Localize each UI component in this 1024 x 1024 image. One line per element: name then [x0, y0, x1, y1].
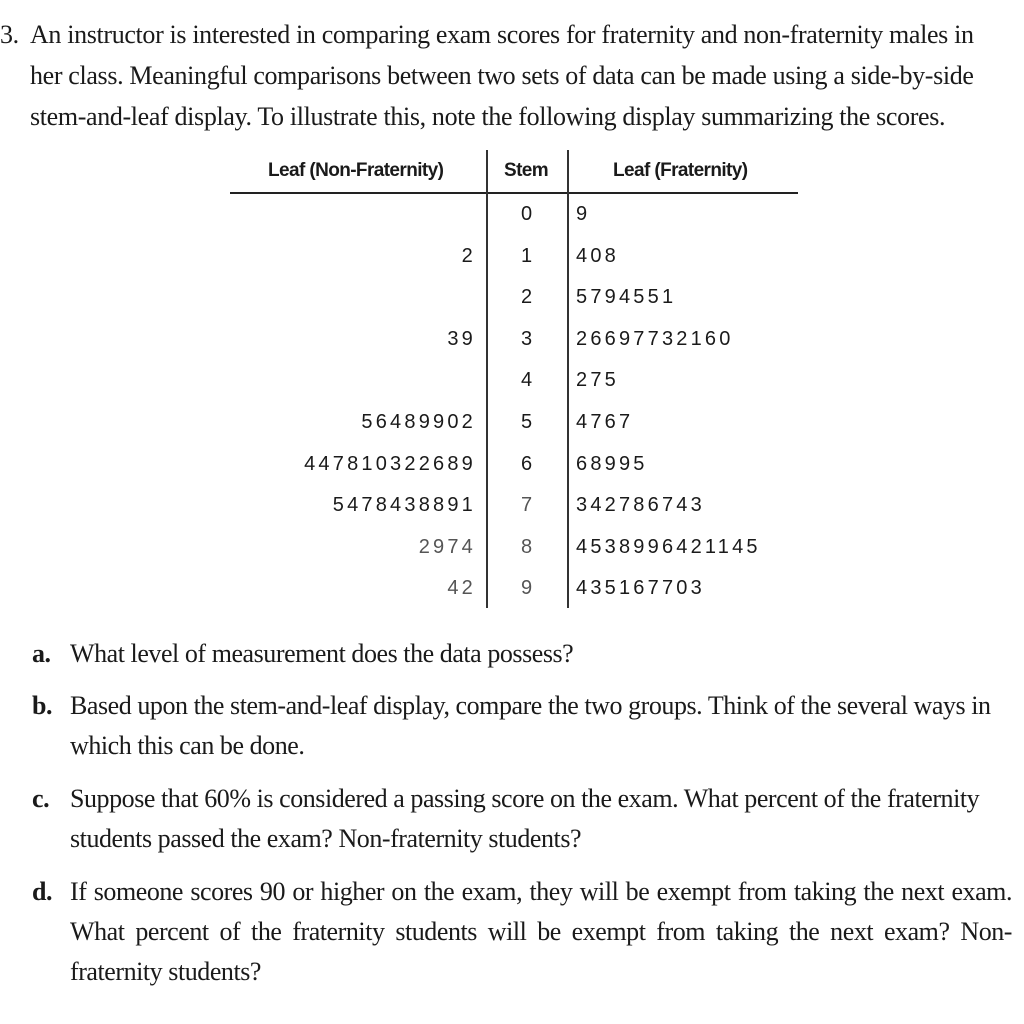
question-text: Suppose that 60% is considered a passing score on the exam. What percent of the fraternity students passed the exam? Non-fraternity students? — [70, 784, 980, 853]
question-list — [32, 634, 1012, 992]
table-row — [230, 527, 798, 569]
table-row — [230, 444, 798, 486]
question-text: If someone scores 90 or higher on the exam, they will be exempt from taking the next exam. What percent of the fraternity students will be exempt from taking the next exam? Non-fraternity students? — [70, 877, 1012, 986]
question-text: What level of measurement does the data possess? — [70, 639, 574, 668]
stem-value: 7 — [520, 494, 533, 517]
stem-value: 1 — [520, 244, 533, 267]
leaf-non-fraternity: 39 — [447, 327, 476, 350]
question-text: Based upon the stem-and-leaf display, compare the two groups. Think of the several ways in which this can be done. — [70, 691, 991, 760]
question-label: d. — [32, 877, 53, 906]
stem-and-leaf-table — [230, 150, 798, 608]
table-body — [230, 194, 798, 610]
question-a — [32, 634, 1012, 686]
leaf-non-fraternity: 447810322689 — [304, 452, 476, 475]
leaf-fraternity: 4767 — [576, 410, 634, 433]
intro-line-1-text: An instructor is interested in comparing exam scores for fraternity and non-fraternity males in — [30, 20, 974, 49]
leaf-non-fraternity: 42 — [447, 577, 476, 600]
header-leaf-fraternity: Leaf (Fraternity) — [613, 160, 748, 181]
stem-value: 6 — [520, 452, 533, 475]
leaf-fraternity: 9 — [576, 203, 591, 225]
stem-value: 8 — [520, 535, 533, 558]
stem-value: 0 — [520, 203, 533, 225]
table-row — [230, 277, 798, 319]
table-row — [230, 236, 798, 278]
leaf-fraternity: 4538996421145 — [576, 535, 761, 558]
leaf-fraternity: 5794551 — [576, 286, 677, 309]
intro-line-1 — [0, 14, 1024, 55]
intro-line-3: stem-and-leaf display. To illustrate this, note the following display summarizing the scores. — [30, 102, 946, 131]
table-row — [230, 402, 798, 444]
intro-line-2: her class. Meaningful comparisons between two sets of data can be made using a side-by-side — [30, 61, 974, 90]
table-row — [230, 360, 798, 402]
table-header — [230, 150, 798, 194]
table-row — [230, 319, 798, 361]
question-label: c. — [32, 784, 50, 813]
leaf-fraternity: 435167703 — [576, 577, 705, 600]
leaf-fraternity: 68995 — [576, 452, 648, 475]
stem-value: 4 — [520, 369, 533, 392]
header-stem: Stem — [504, 160, 549, 181]
question-label: b. — [32, 691, 53, 720]
leaf-non-fraternity: 2 — [461, 244, 476, 267]
question-label: a. — [32, 639, 51, 668]
leaf-fraternity: 408 — [576, 244, 619, 267]
stem-value: 3 — [520, 327, 533, 350]
stem-value: 5 — [520, 410, 533, 433]
problem-number: 3. — [0, 20, 19, 49]
leaf-non-fraternity: 56489902 — [361, 410, 476, 433]
leaf-fraternity: 342786743 — [576, 494, 705, 517]
stem-value: 2 — [520, 286, 533, 309]
table-row — [230, 194, 798, 236]
table-row — [230, 568, 798, 610]
problem-intro — [0, 14, 1024, 137]
table-row — [230, 485, 798, 527]
leaf-non-fraternity: 2974 — [418, 535, 476, 558]
question-d — [32, 872, 1012, 992]
leaf-fraternity: 275 — [576, 369, 619, 392]
question-b — [32, 686, 1012, 779]
leaf-fraternity: 26697732160 — [576, 327, 734, 350]
header-leaf-non-fraternity: Leaf (Non-Fraternity) — [268, 160, 444, 181]
leaf-non-fraternity: 5478438891 — [332, 494, 476, 517]
question-c — [32, 779, 1012, 872]
stem-value: 9 — [520, 577, 533, 600]
